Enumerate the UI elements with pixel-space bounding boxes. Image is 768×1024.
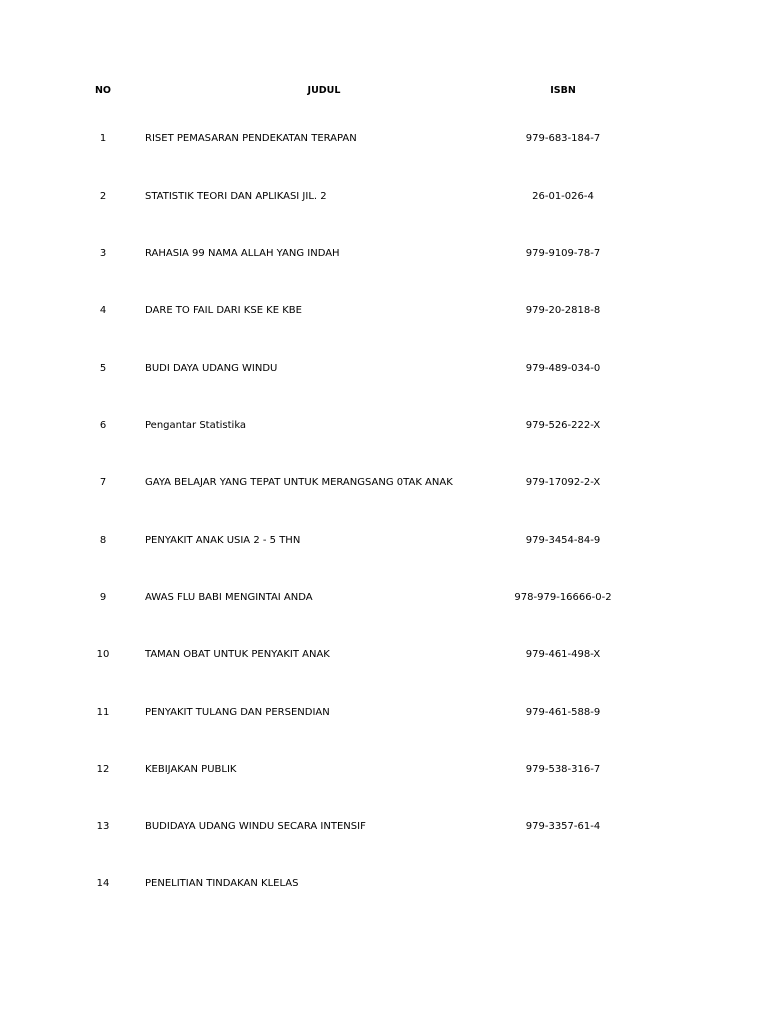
row-title: DARE TO FAIL DARI KSE KE KBE xyxy=(145,305,302,316)
row-no: 14 xyxy=(96,878,110,889)
table-row xyxy=(0,820,768,834)
row-isbn: 979-683-184-7 xyxy=(525,133,601,144)
row-title: PENYAKIT TULANG DAN PERSENDIAN xyxy=(145,707,330,718)
row-title: PENYAKIT ANAK USIA 2 - 5 THN xyxy=(145,535,301,546)
table-row xyxy=(0,419,768,433)
row-title: RISET PEMASARAN PENDEKATAN TERAPAN xyxy=(145,133,357,144)
row-no: 5 xyxy=(99,363,107,374)
row-no: 9 xyxy=(99,592,107,603)
row-isbn: 979-20-2818-8 xyxy=(525,305,601,316)
table-row xyxy=(0,877,768,891)
row-no: 8 xyxy=(99,535,107,546)
row-title: TAMAN OBAT UNTUK PENYAKIT ANAK xyxy=(145,649,330,660)
table-row xyxy=(0,763,768,777)
table-row xyxy=(0,534,768,548)
row-no: 12 xyxy=(96,764,110,775)
row-isbn: 979-461-588-9 xyxy=(525,707,601,718)
row-no: 10 xyxy=(96,649,110,660)
row-isbn: 979-17092-2-X xyxy=(525,477,601,488)
row-title: PENELITIAN TINDAKAN KLELAS xyxy=(145,878,299,889)
row-isbn: 979-3357-61-4 xyxy=(525,821,601,832)
table-row xyxy=(0,591,768,605)
row-isbn: 26-01-026-4 xyxy=(532,191,594,202)
row-isbn: 979-3454-84-9 xyxy=(525,535,601,546)
table-row xyxy=(0,190,768,204)
row-no: 6 xyxy=(99,420,107,431)
table-row xyxy=(0,247,768,261)
row-no: 11 xyxy=(96,707,110,718)
table-header-row xyxy=(0,84,768,98)
table-row xyxy=(0,362,768,376)
table-row xyxy=(0,132,768,146)
table-row xyxy=(0,648,768,662)
row-title: KEBIJAKAN PUBLIK xyxy=(145,764,237,775)
table-row xyxy=(0,476,768,490)
row-title: Pengantar Statistika xyxy=(145,420,247,431)
header-judul: JUDUL xyxy=(307,85,341,96)
row-isbn: 978-979-16666-0-2 xyxy=(514,592,612,603)
row-isbn: 979-526-222-X xyxy=(525,420,601,431)
header-no: NO xyxy=(94,85,112,96)
row-isbn: 979-538-316-7 xyxy=(525,764,601,775)
header-isbn: ISBN xyxy=(550,85,576,96)
row-title: AWAS FLU BABI MENGINTAI ANDA xyxy=(145,592,313,603)
row-no: 13 xyxy=(96,821,110,832)
row-title: GAYA BELAJAR YANG TEPAT UNTUK MERANGSANG 0TAK ANAK xyxy=(145,477,453,488)
row-title: RAHASIA 99 NAMA ALLAH YANG INDAH xyxy=(145,248,340,259)
row-no: 1 xyxy=(99,133,107,144)
row-isbn: 979-9109-78-7 xyxy=(525,248,601,259)
row-isbn: 979-461-498-X xyxy=(525,649,601,660)
table-row xyxy=(0,706,768,720)
row-no: 2 xyxy=(99,191,107,202)
row-title: BUDI DAYA UDANG WINDU xyxy=(145,363,278,374)
table-row xyxy=(0,304,768,318)
row-isbn: 979-489-034-0 xyxy=(525,363,601,374)
row-no: 7 xyxy=(99,477,107,488)
row-title: STATISTIK TEORI DAN APLIKASI JIL. 2 xyxy=(145,191,327,202)
row-no: 4 xyxy=(99,305,107,316)
row-title: BUDIDAYA UDANG WINDU SECARA INTENSIF xyxy=(145,821,366,832)
row-no: 3 xyxy=(99,248,107,259)
